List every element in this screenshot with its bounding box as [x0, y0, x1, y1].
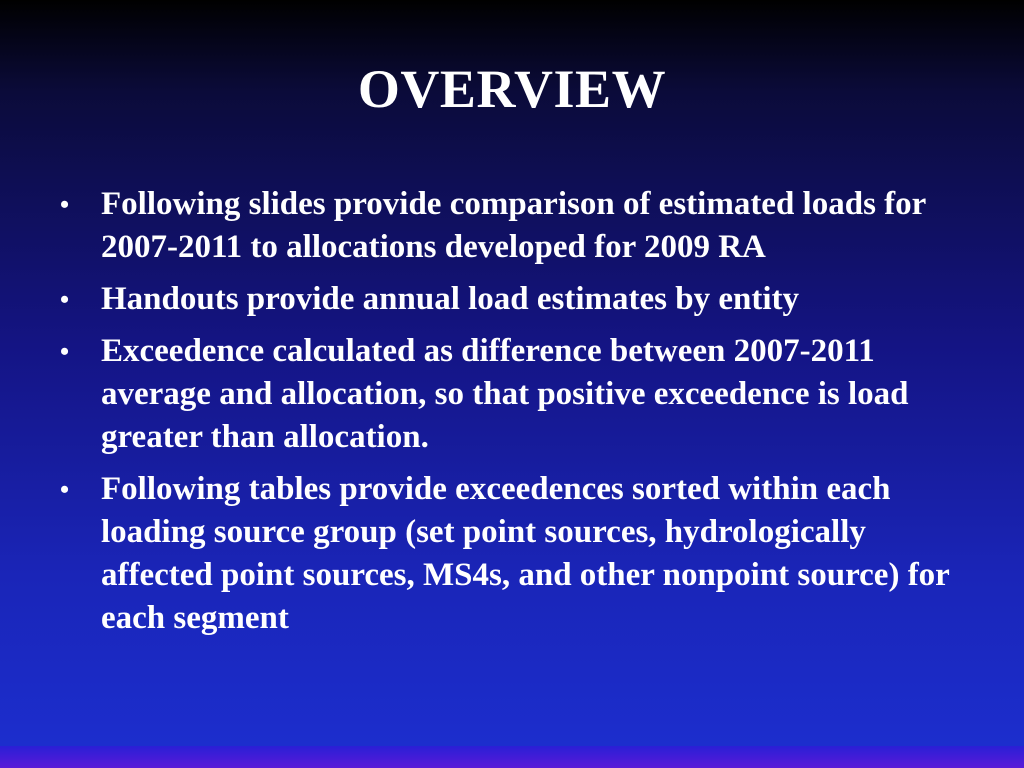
bullet-text: Following slides provide comparison of estimated loads for 2007-2011 to allocations developed for 2009 RA: [101, 186, 926, 265]
bullet-item: [60, 330, 960, 459]
bullet-item: [60, 278, 960, 321]
bullet-item: [60, 183, 960, 269]
bullet-text: Handouts provide annual load estimates by entity: [101, 281, 799, 317]
bullet-list: [60, 183, 960, 649]
bullet-item: [60, 468, 960, 640]
bullet-text: Exceedence calculated as difference between 2007-2011 average and allocation, so that positive exceedence is load greater than allocation.: [101, 333, 909, 455]
bullet-icon: •: [60, 285, 70, 314]
bottom-accent-band: [0, 746, 1024, 768]
bullet-icon: •: [60, 337, 70, 366]
bullet-text: Following tables provide exceedences sorted within each loading source group (set point sources, hydrologically affected point sources, MS4s, and other nonpoint source) for each segment: [101, 471, 950, 636]
bullet-icon: •: [60, 475, 70, 504]
bullet-icon: •: [60, 190, 70, 219]
slide-title: OVERVIEW: [357, 59, 667, 119]
